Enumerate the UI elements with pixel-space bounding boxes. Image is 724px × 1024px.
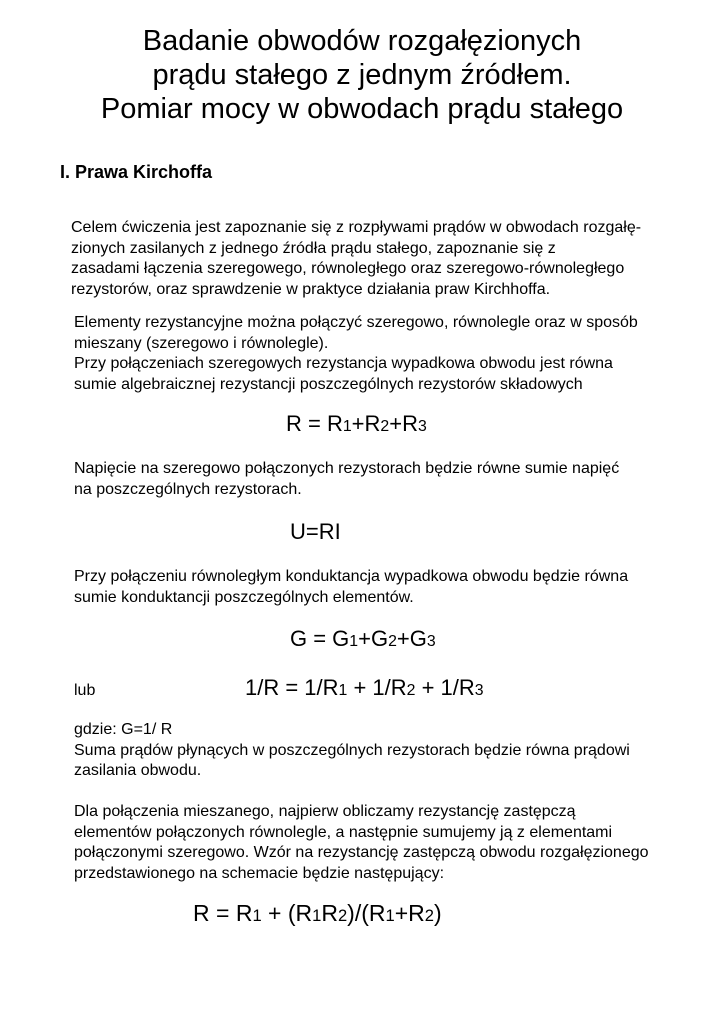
mixed-line: połączonymi szeregowo. Wzór na rezystancję zastępczą obwodu rozgałęzionego	[74, 844, 649, 861]
voltage-line: Napięcie na szeregowo połączonych rezystorach będzie równe sumie napięć	[74, 460, 620, 477]
intro-line: Celem ćwiczenia jest zapoznanie się z rozpływami prądów w obwodach rozgałę-	[71, 219, 642, 236]
formula-reciprocal-resistance: 1/R = 1/R1 + 1/R2 + 1/R3	[245, 675, 484, 700]
lub-label: lub	[74, 682, 96, 699]
document-title	[0, 24, 724, 126]
mixed-line: Dla połączenia mieszanego, najpierw obliczamy rezystancję zastępczą	[74, 803, 576, 820]
mixed-paragraph	[74, 802, 649, 884]
where-line: zasilania obwodu.	[74, 762, 202, 779]
formula-ohm: U=RI	[290, 519, 341, 544]
formula-mixed-resistance: R = R1 + (R1R2)/(R1+R2)	[193, 900, 442, 926]
voltage-line: na poszczególnych rezystorach.	[74, 480, 302, 498]
series-line: Elementy rezystancyjne można połączyć szeregowo, równolegle oraz w sposób	[74, 314, 638, 331]
intro-line: zionych zasilanych z jednego źródła prądu stałego, zapoznanie się z	[71, 239, 556, 257]
mixed-line: przedstawionego na schemacie będzie następujący:	[74, 864, 445, 882]
parallel-line: Przy połączeniu równoległym konduktancja wypadkowa obwodu będzie równa	[74, 568, 629, 585]
intro-paragraph	[71, 218, 641, 300]
series-line: sumie algebraicznej rezystancji poszczególnych rezystorów składowych	[74, 375, 583, 393]
title-line-3: Pomiar mocy w obwodach prądu stałego	[100, 93, 624, 125]
series-paragraph	[74, 313, 638, 395]
parallel-line: sumie konduktancji poszczególnych elementów.	[74, 588, 414, 606]
where-paragraph	[74, 720, 630, 782]
intro-line: zasadami łączenia szeregowego, równoległego oraz szeregowo-równoległego	[71, 260, 625, 277]
series-line: Przy połączeniach szeregowych rezystancja wypadkowa obwodu jest równa	[74, 355, 613, 372]
where-line: Suma prądów płynących w poszczególnych rezystorach będzie równa prądowi	[74, 741, 630, 759]
section-heading: I. Prawa Kirchoffa	[60, 162, 213, 182]
mixed-line: elementów połączonych równolegle, a następnie sumujemy ją z elementami	[74, 823, 613, 841]
formula-conductance: G = G1+G2+G3	[290, 626, 436, 651]
voltage-paragraph	[74, 459, 619, 500]
title-line-1: Badanie obwodów rozgałęzionych	[142, 25, 582, 57]
intro-line: rezystorów, oraz sprawdzenie w praktyce działania praw Kirchhoffa.	[71, 280, 551, 298]
parallel-paragraph	[74, 567, 628, 608]
formula-series-resistance: R = R1+R2+R3	[286, 411, 427, 436]
series-line: mieszany (szeregowo i równolegle).	[74, 334, 329, 352]
title-line-2: prądu stałego z jednym źródłem.	[152, 59, 572, 91]
where-line: gdzie: G=1/ R	[74, 721, 173, 738]
